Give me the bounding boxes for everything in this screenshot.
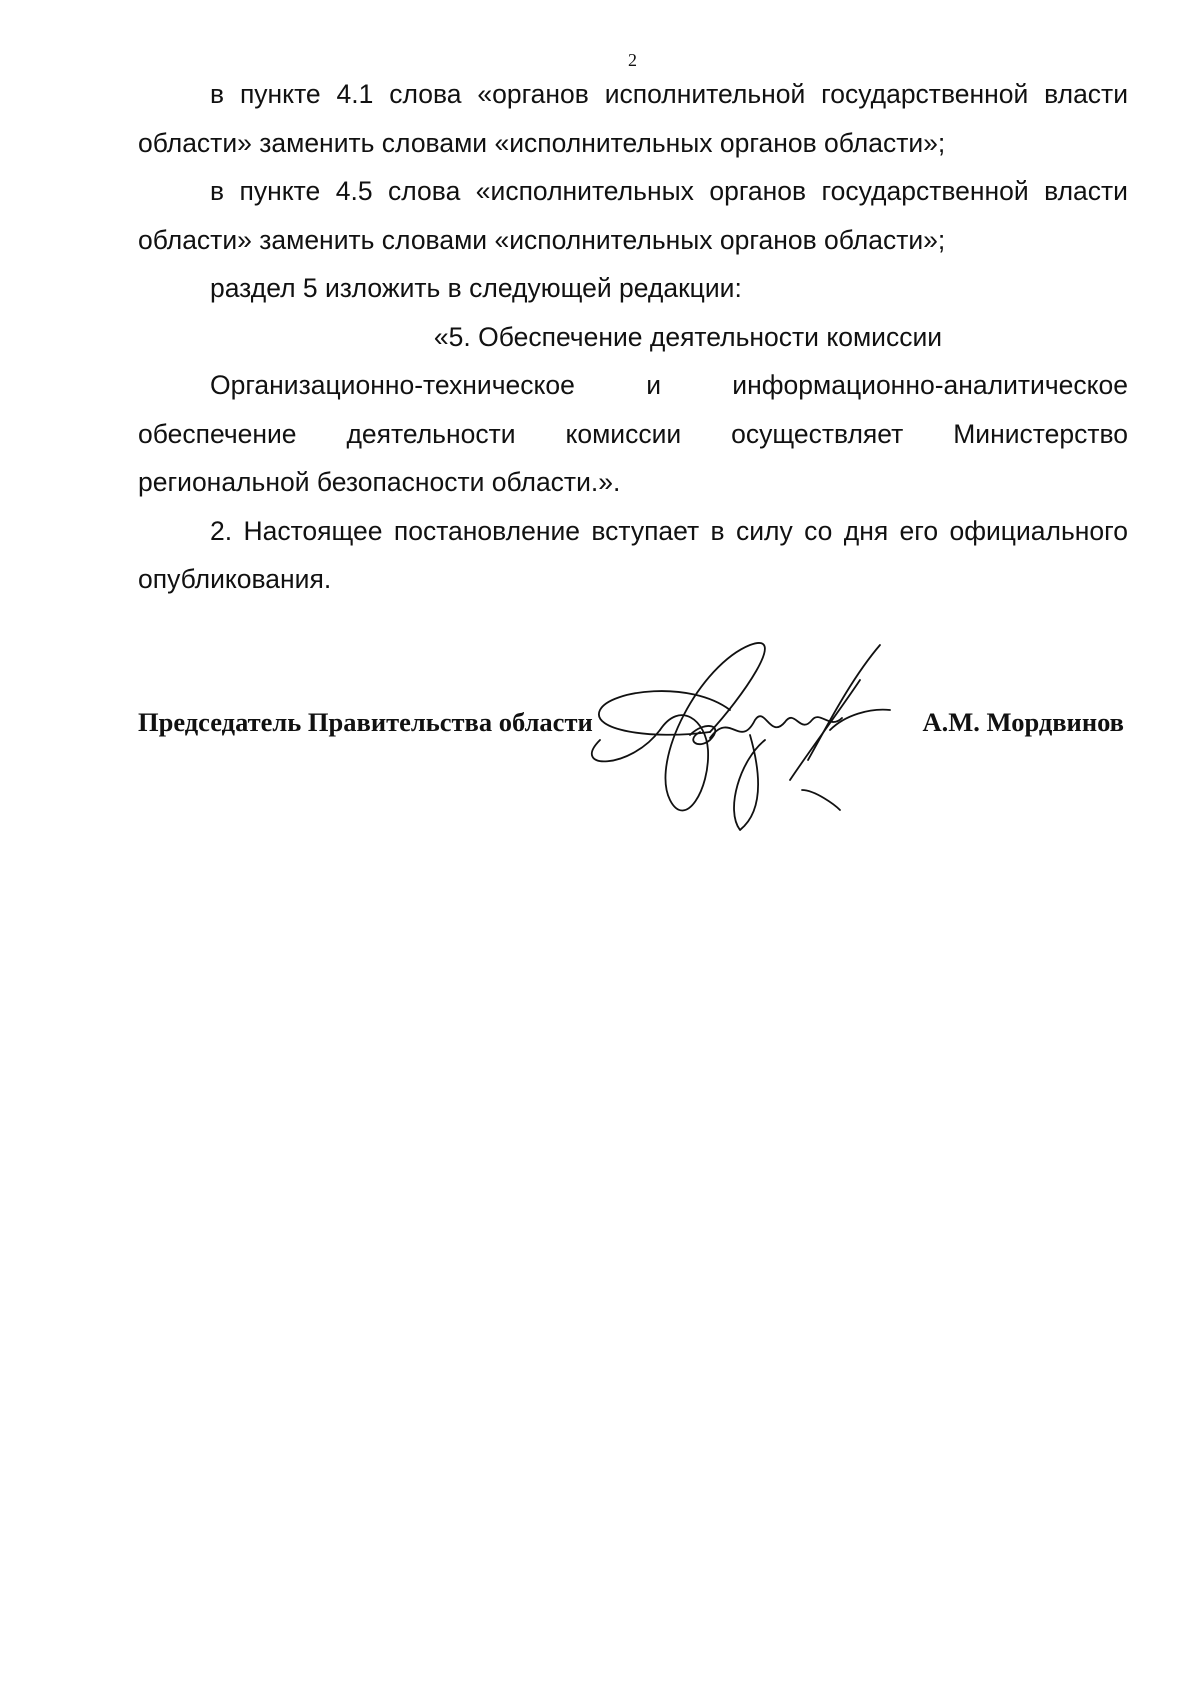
paragraph-item-4-1: в пункте 4.1 слова «органов исполнительной государственной власти области» заменить словами «исполнительных органов области»; — [138, 79, 1128, 158]
document-body — [138, 70, 1128, 604]
section-heading: «5. Обеспечение деятельности комиссии — [433, 321, 943, 352]
signatory-name: А.М. Мордвинов — [922, 707, 1124, 737]
paragraph-entry-into-force: 2. Настоящее постановление вступает в силу со дня его официального опубликования. — [138, 515, 1128, 594]
signatory-position: Председатель Правительства области — [138, 707, 593, 737]
handwritten-signature — [590, 640, 950, 840]
page-number: 2 — [628, 50, 637, 70]
paragraph-section-5-intro: раздел 5 изложить в следующей редакции: — [210, 273, 742, 303]
paragraph-section-5-body: Организационно-техническое и информационно-аналитическое обеспечение деятельности комиссии осуществляет Министерство региональной безопасности области.». — [138, 370, 1128, 497]
paragraph-item-4-5: в пункте 4.5 слова «исполнительных органов государственной власти области» заменить словами «исполнительных органов области»; — [138, 176, 1128, 255]
